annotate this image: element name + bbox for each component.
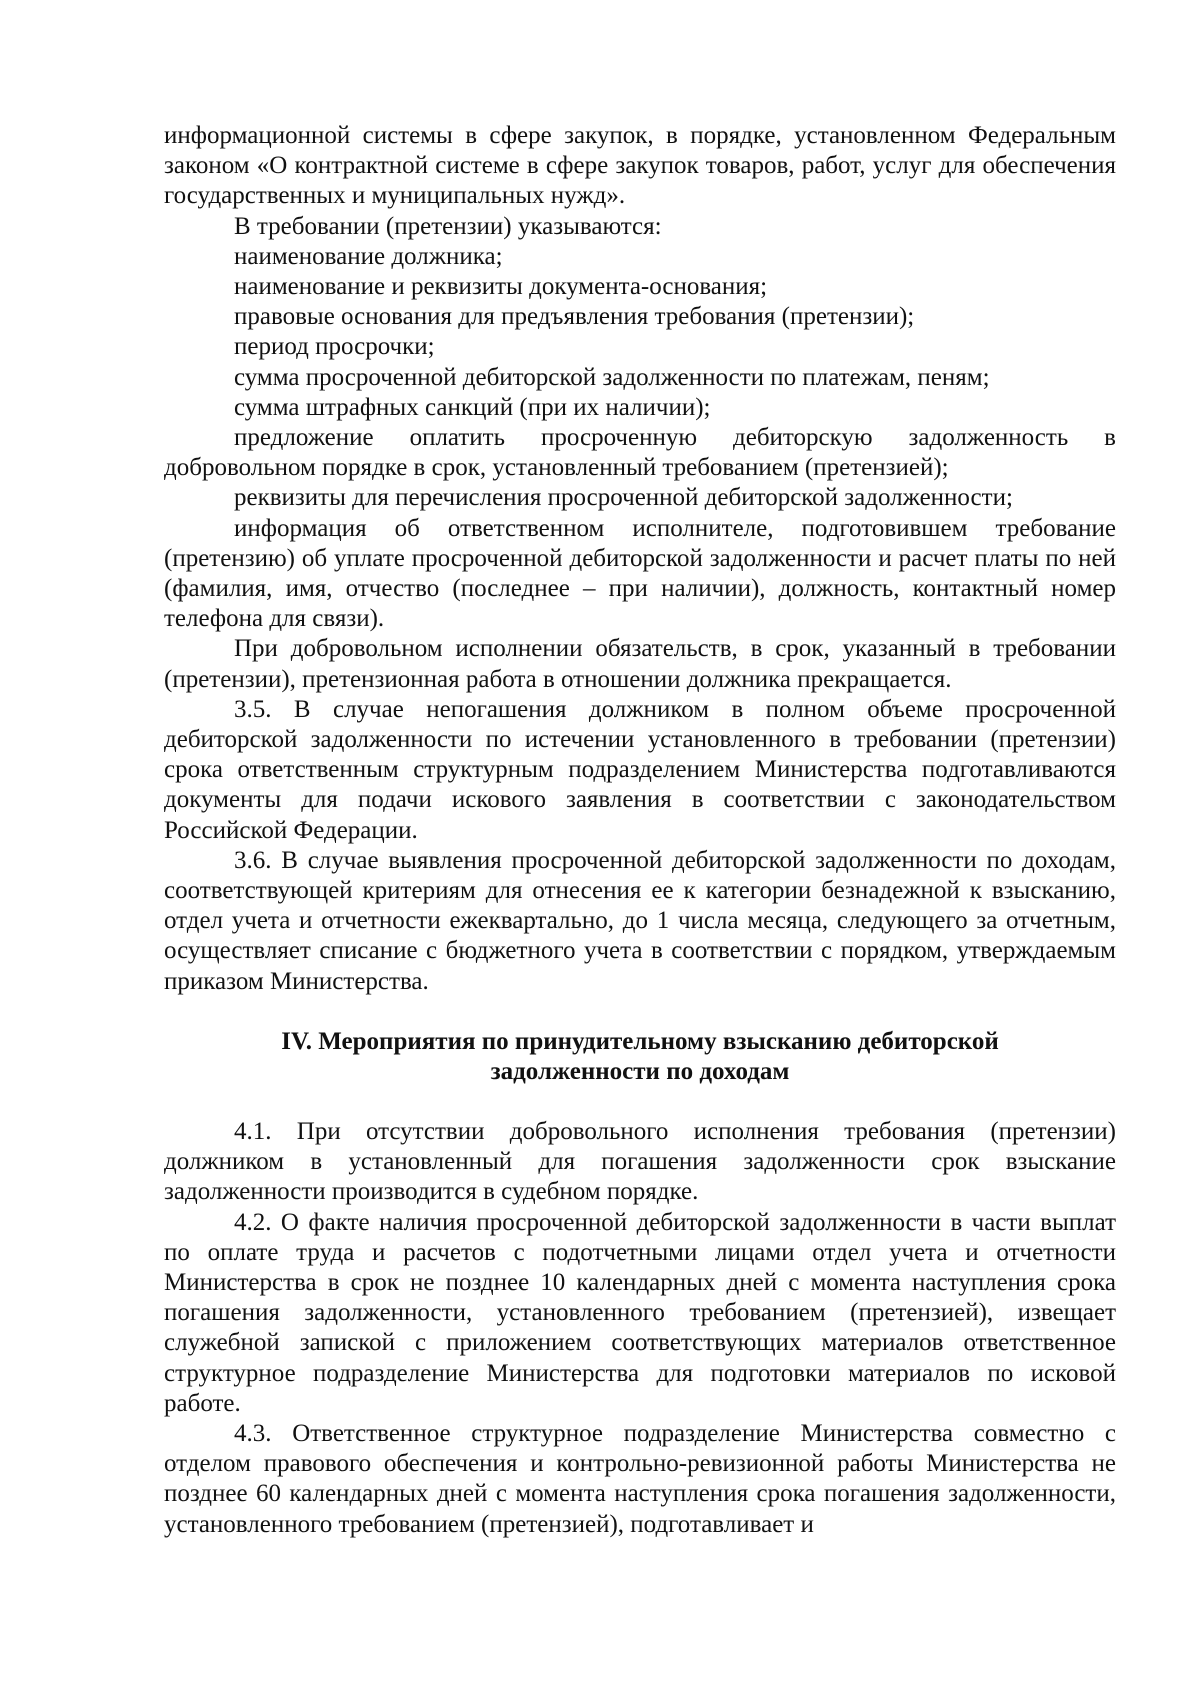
paragraph-4-1: 4.1. При отсутствии добровольного исполнения требования (претензии) должником в установленный для погашения задолженности срок взыскание задолженности производится в судебном порядке.: [164, 1117, 1116, 1206]
paragraph-3-6: 3.6. В случае выявления просроченной дебиторской задолженности по доходам, соответствующей критериям для отнесения ее к категории безнадежной к взысканию, отдел учета и отчетности ежеквартально, до 1 числа месяца, следующего за отчетным, осуществляет списание с бюджетного учета в соответствии с порядком, утверждаемым приказом Министерства.: [164, 846, 1116, 995]
list-item-debtor-name: наименование должника;: [234, 242, 503, 270]
paragraph-voluntary-fulfillment: При добровольном исполнении обязательств, в срок, указанный в требовании (претензии), претензионная работа в отношении должника прекращается.: [164, 635, 1116, 693]
list-item-base-document: наименование и реквизиты документа-основания;: [234, 273, 768, 301]
document-body: [164, 121, 1116, 1540]
list-item-overdue-period: период просрочки;: [234, 333, 435, 361]
paragraph-requirements-intro: В требовании (претензии) указываются:: [234, 212, 662, 240]
paragraph-continuation: информационной системы в сфере закупок, в порядке, установленном Федеральным законом «О контрактной системе в сфере закупок товаров, работ, услуг для обеспечения государственных и муниципальных нужд».: [164, 122, 1116, 210]
list-item-payment-offer: предложение оплатить просроченную дебиторскую задолженность в добровольном порядке в срок, установленный требованием (претензией);: [164, 424, 1116, 482]
section-heading-line1: IV. Мероприятия по принудительному взысканию дебиторской: [281, 1027, 999, 1055]
list-item-overdue-amount: сумма просроченной дебиторской задолженности по платежам, пеням;: [234, 363, 990, 391]
paragraph-4-2: 4.2. О факте наличия просроченной дебиторской задолженности в части выплат по оплате труда и расчетов с подотчетными лицами отдел учета и отчетности Министерства в срок не позднее 10 календарных дней с момента наступления срока погашения задолженности, установленного требованием (претензией), извещает служебной запиской с приложением соответствующих материалов ответственное структурное подразделение Министерства для подготовки материалов по исковой работе.: [164, 1208, 1116, 1417]
list-item-legal-grounds: правовые основания для предъявления требования (претензии);: [234, 303, 915, 331]
section-heading: [164, 1027, 1116, 1087]
list-item-responsible-person: информация об ответственном исполнителе, подготовившем требование (претензию) об уплате просроченной дебиторской задолженности и расчет платы по ней (фамилия, имя, отчество (последнее – при наличии), должность, контактный номер телефона для связи).: [164, 514, 1116, 633]
section-heading-line2: задолженности по доходам: [490, 1057, 790, 1085]
list-item-penalties: сумма штрафных санкций (при их наличии);: [234, 393, 711, 421]
paragraph-3-5: 3.5. В случае непогашения должником в полном объеме просроченной дебиторской задолженности по истечении установленного в требовании (претензии) срока ответственным структурным подразделением Министерства подготавливаются документы для подачи искового заявления в соответствии с законодательством Российской Федерации.: [164, 695, 1116, 844]
paragraph-4-3: 4.3. Ответственное структурное подразделение Министерства совместно с отделом правового обеспечения и контрольно-ревизионной работы Министерства не позднее 60 календарных дней с момента наступления срока погашения задолженности, установленного требованием (претензией), подготавливает и: [164, 1419, 1116, 1538]
list-item-payment-details: реквизиты для перечисления просроченной дебиторской задолженности;: [234, 484, 1013, 512]
